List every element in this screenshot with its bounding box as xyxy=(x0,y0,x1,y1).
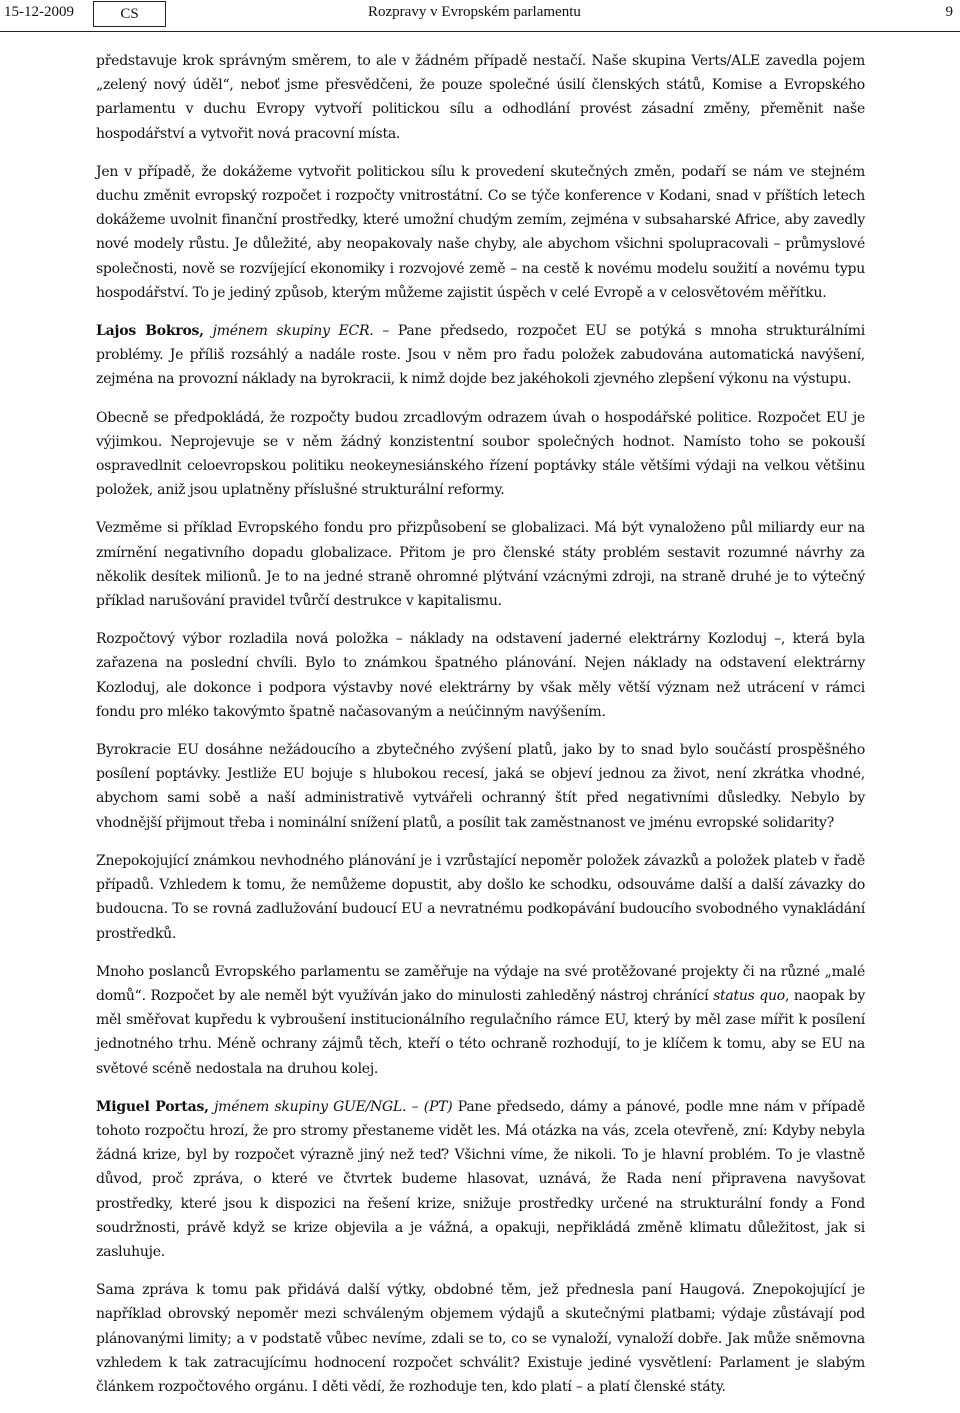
page-header xyxy=(0,0,960,32)
paragraph: Sama zpráva k tomu pak přidává další výtky, obdobné těm, jež přednesla paní Haugová. Znepokojující je například obrovský nepoměr mezi schváleným objemem výdajů a skutečnými platbami; výdaje zůstávají pod plánovanými limity; a v podstatě vůbec nevíme, zdali se to, co se vynaloží, vynaloží dobře. Jak může sněmovna vzhledem k tak zatracujícímu hodnocení rozpočet schválit? Existuje jediné vysvětlení: Parlament je slabým článkem rozpočtového orgánu. I děti vědí, že rozhoduje ten, kdo platí – a platí členské státy. xyxy=(96,1282,865,1395)
speech-text: – Pane předsedo, rozpočet EU se potýká s mnoha strukturálními problémy. Je příliš rozsáhlý a nadále roste. Jsou v něm pro řadu položek zabudována automatická navýšení, zejména na provozní náklady na byrokracii, k nimž dojde bez jakéhokoli zjevného zlepšení výkonu na výstupu. xyxy=(96,323,865,388)
speaker-name: Lajos Bokros, xyxy=(96,323,204,340)
document-body xyxy=(96,49,865,1413)
page-number: 9 xyxy=(945,4,953,20)
language-code: CS xyxy=(93,1,166,27)
paragraph: Vezměme si příklad Evropského fondu pro přizpůsobení se globalizaci. Má být vynaloženo půl miliardy eur na zmírnění negativního dopadu globalizace. Přitom je pro členské státy problém sestavit rozumné návrhy za několik desítek milionů. Je to na jedné straně ohromné plýtvání vzácnými zdroji, na straně druhé je to výtečný příklad narušování pravidel tvůrčí destrukce v kapitalismu. xyxy=(96,520,865,610)
speaker-name: Miguel Portas, xyxy=(96,1098,209,1115)
paragraph: Jen v případě, že dokážeme vytvořit politickou sílu k provedení skutečných změn, podaří se nám ve stejném duchu změnit evropský rozpočet i rozpočty vnitrostátní. Co se týče konference v Kodani, snad v příštích letech dokážeme uvolnit finanční prostředky, které umožní chudým zemím, zejména v subsaharské Africe, aby zavedly nové modely růstu. Je důležité, aby neopakovaly naše chyby, ale abychom všichni spolupracovali – průmyslové společnosti, nově se rozvíjející ekonomiky i rozvojové země – na cestě k novému modelu soužití a novému typu hospodářství. To je jediný způsob, kterým můžeme zajistit úspěch v celé Evropě a v celosvětovém měřítku. xyxy=(96,163,865,301)
speech-portas xyxy=(96,1095,865,1264)
speaker-affiliation: jménem skupiny GUE/NGL. – (PT) xyxy=(208,1098,453,1115)
paragraph: Mnoho poslanců Evropského parlamentu se zaměřuje na výdaje na své protěžované projekty či na různé „malé domů“. Rozpočet by ale neměl být využíván jako do minulosti zahleděný nástroj chránící status quo, naopak by měl směřovat kupředu k vybroušení institucionálního regulačního rámce EU, který by měl zase mířit k posílení jednotného trhu. Méně ochrany zájmů těch, kteří o této ochraně rozhodují, to je klíčem k tomu, aby se EU na světové scéně nedostala na druhou kolej. xyxy=(96,963,866,1077)
paragraph: Obecně se předpokládá, že rozpočty budou zrcadlovým odrazem úvah o hospodářské politice. Rozpočet EU je výjimkou. Neprojevuje se v něm žádný konzistentní soubor společných hodnot. Namísto toho se pokouší ospravedlnit celoevropskou politiku neokeynesiánského řízení poptávky stále většími výdaji na velkou většinu položek, aniž jsou uplatněny příslušné strukturální reformy. xyxy=(96,409,865,499)
header-title: Rozpravy v Evropském parlamentu xyxy=(368,4,581,20)
paragraph: představuje krok správným směrem, to ale v žádném případě nestačí. Naše skupina Verts/ALE zavedla pojem „zelený nový úděl“, neboť jsme přesvědčeni, že pouze společné úsilí členských států, Komise a Evropského parlamentu v duchu Evropy vytvoří politickou sílu a odhodlání provést zásadní změny, přeměnit naše hospodářství a vytvořit nová pracovní místa. xyxy=(96,53,865,142)
paragraph: Rozpočtový výbor rozladila nová položka – náklady na odstavení jaderné elektrárny Kozloduj –, která byla zařazena na poslední chvíli. Bylo to známkou špatného plánování. Nejen náklady na odstavení elektrárny Kozloduj, ale dokonce i podpora výstavby nové elektrárny by však měly větší význam než utrácení v rámci fondu pro mléko takovýmto špatně načasovaným a neúčinným navýšením. xyxy=(96,631,865,720)
paragraph: Byrokracie EU dosáhne nežádoucího a zbytečného zvýšení platů, jako by to snad bylo součástí prospěšného posílení poptávky. Jestliže EU bojuje s hlubokou recesí, jaká se objeví jednou za život, není zkrátka vhodné, abychom sami sobě a naší administrativě vytvářeli ochranný štít před negativními důsledky. Nebylo by vhodnější přijmout třeba i nominální snížení platů, a posílit tak zaměstnanost ve jménu evropské solidarity? xyxy=(96,742,865,831)
speech-text: Pane předsedo, dámy a pánové, podle mne nám v případě tohoto rozpočtu hrozí, že pro stromy přestaneme vidět les. Má otázka na vás, zcela otevřeně, zní: Kdyby nebyla žádná krize, byl by rozpočet výrazně jiný než teď? Všichni víme, že nikoli. To je hlavní problém. To je vlastně důvod, proč zpráva, o které ve čtvrtek budeme hlasovat, uznává, že Rada není připravena navyšovat prostředky, které jsou k dispozici na řešení krize, snižuje prostředky určené na strukturální fondy a Fond soudržnosti, právě když se krize objevila a je vážná, a opakuji, nepřikládá změně klimatu důležitost, jak si zasluhuje. xyxy=(96,1098,865,1260)
paragraph: Znepokojující známkou nevhodného plánování je i vzrůstající nepoměr položek závazků a položek plateb v řadě případů. Vzhledem k tomu, že nemůžeme dopustit, aby došlo ke schodku, odsouváme další a další závazky do budoucna. To se rovná zadlužování budoucí EU a nevratnému podkopávání budoucího svobodného vynakládání prostředků. xyxy=(96,852,865,942)
speech-bokros xyxy=(96,319,865,392)
header-date: 15-12-2009 xyxy=(4,4,74,20)
italic-term: status quo xyxy=(713,987,785,1004)
speaker-affiliation: jménem skupiny ECR. xyxy=(203,323,374,340)
